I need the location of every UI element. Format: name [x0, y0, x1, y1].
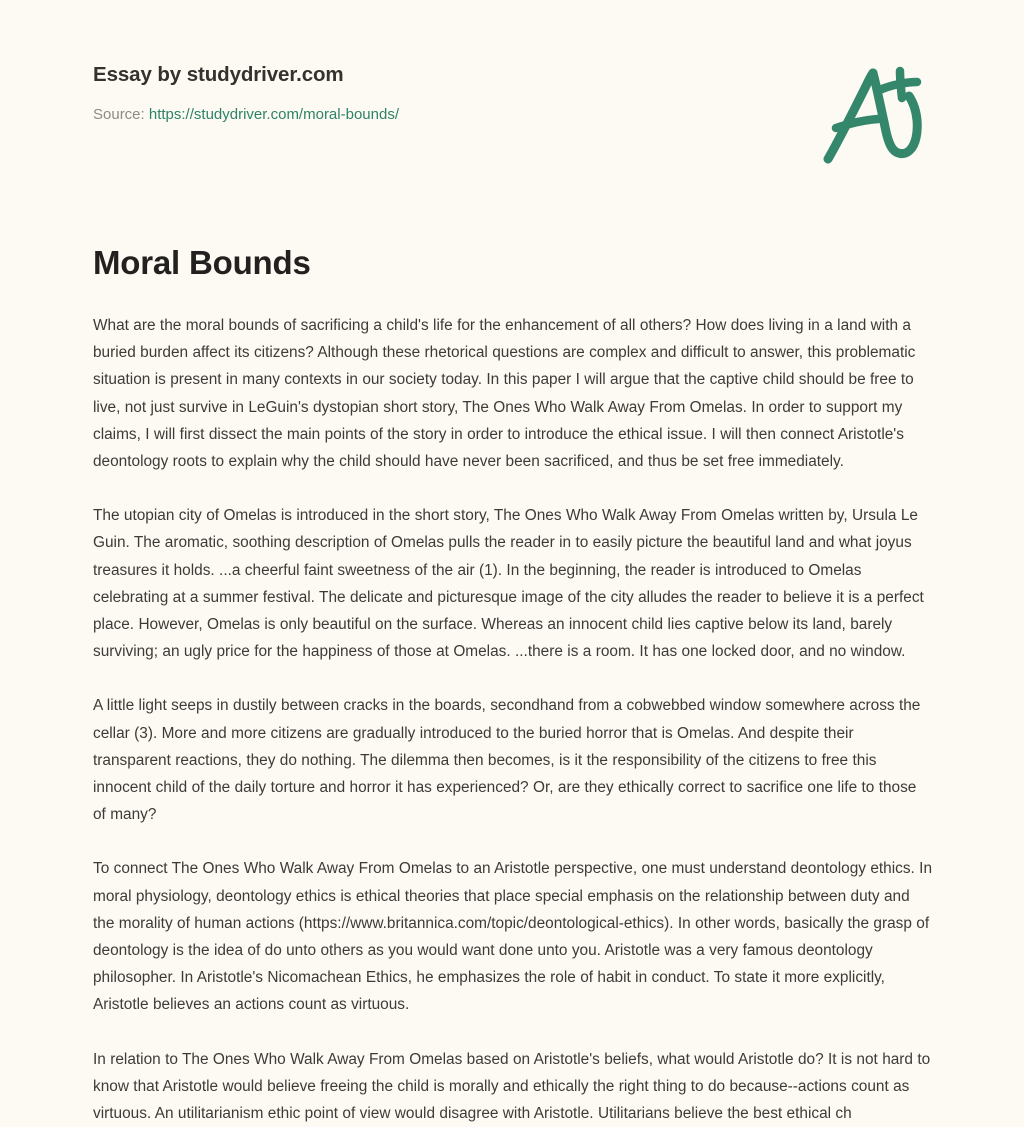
- paragraph: What are the moral bounds of sacrificing a child's life for the enhancement of all others? How does living in a land with a buried burden affect its citizens? Although these rhetorical questions are complex and difficult to answer, this problematic situation is present in many contexts in our society today. In this paper I will argue that the captive child should be free to live, not just survive in LeGuin's dystopian short story, The Ones Who Walk Away From Omelas. In order to support my claims, I will first dissect the main points of the story in order to introduce the ethical issue. I will then connect Aristotle's deontology roots to explain why the child should have never been sacrificed, and thus be set free immediately.: [93, 317, 916, 471]
- paragraph: To connect The Ones Who Walk Away From Omelas to an Aristotle perspective, one must understand deontology ethics. In moral physiology, deontology ethics is ethical theories that place special emphasis on the relationship between duty and the morality of human actions (https://www.britannica.com/topic/deontological-ethics). In other words, basically the grasp of deontology is the idea of do unto others as you would want done unto you. Aristotle was a very famous deontology philosopher. In Aristotle's Nicomachean Ethics, he emphasizes the role of habit in conduct. To state it more explicitly, Aristotle believes an actions count as virtuous.: [93, 860, 933, 1014]
- page-title: Moral Bounds: [93, 244, 311, 281]
- paragraph: The utopian city of Omelas is introduced in the short story, The Ones Who Walk Away From Omelas written by, Ursula Le Guin. The aromatic, soothing description of Omelas pulls the reader in to easily picture the beautiful land and what joyus treasures it holds. ...a cheerful faint sweetness of the air (1). In the beginning, the reader is introduced to Omelas celebrating at a summer festival. The delicate and picturesque image of the city alludes the reader to believe it is a perfect place. However, Omelas is only beautiful on the surface. Whereas an innocent child lies captive below its land, barely surviving; an ugly price for the happiness of those at Omelas. ...there is a room. It has one locked door, and no window.: [93, 507, 924, 661]
- byline: Essay by studydriver.com: [93, 63, 344, 86]
- article-body: [93, 312, 933, 1127]
- studydriver-logo[interactable]: [816, 62, 938, 166]
- paragraph: In relation to The Ones Who Walk Away From Omelas based on Aristotle's beliefs, what would Aristotle do? It is not hard to know that Aristotle would believe freeing the child is morally and ethically the right thing to do because--actions count as virtuous. An utilitarianism ethic point of view would disagree with Aristotle. Utilitarians believe the best ethical ch: [93, 1050, 931, 1123]
- a-plus-icon: [816, 62, 938, 166]
- paragraph: A little light seeps in dustily between cracks in the boards, secondhand from a cobwebbed window somewhere across the cellar (3). More and more citizens are gradually introduced to the buried horror that is Omelas. And despite their transparent reactions, they do nothing. The dilemma then becomes, is it the responsibility of the citizens to free this innocent child of the daily torture and horror it has experienced? Or, are they ethically correct to sacrifice one life to those of many?: [93, 697, 921, 824]
- source-url-link[interactable]: https://studydriver.com/moral-bounds/: [148, 105, 399, 123]
- source-label: Source:: [93, 105, 149, 123]
